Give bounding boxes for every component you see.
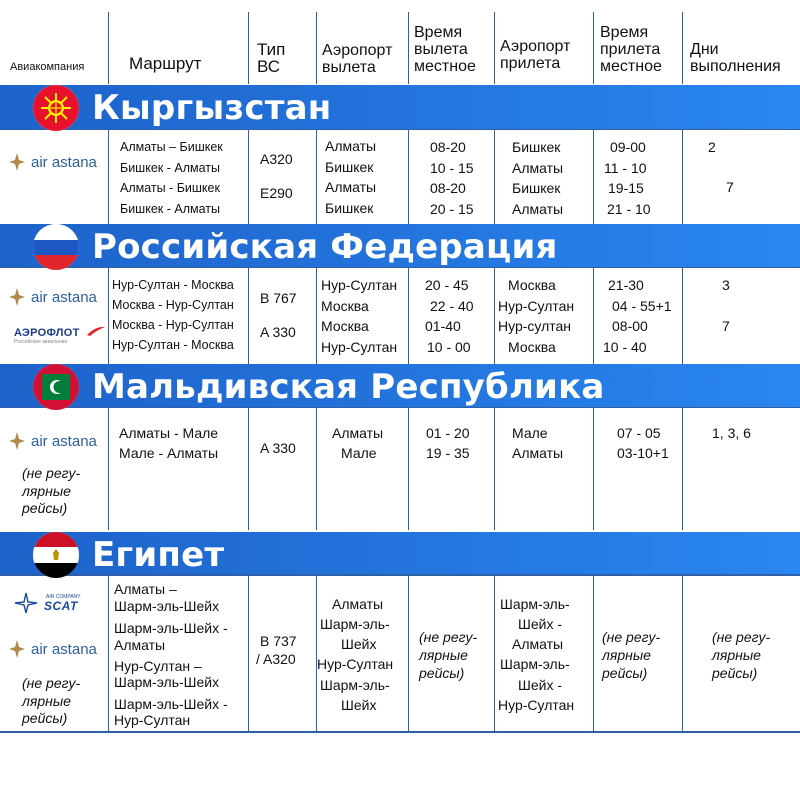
arr-time-cell: 10 - 40 xyxy=(603,339,647,355)
route-cell: Шарм-эль-Шейх xyxy=(114,598,220,614)
route-cell: Москва - Нур-Султан xyxy=(112,298,234,312)
dep-time-cell: 20 - 15 xyxy=(430,201,474,217)
aeroflot-wing-icon xyxy=(86,325,106,337)
dep-airport-cell: Нур-Султан xyxy=(317,656,394,672)
col-divider xyxy=(593,576,594,732)
col-divider xyxy=(682,12,683,84)
route-cell: Алматы - Бишкек xyxy=(120,181,220,195)
arr-time-cell: 03-10+1 xyxy=(617,445,669,461)
dep-airport-cell: Москва xyxy=(321,298,369,314)
kyrgyzstan-flag-icon xyxy=(33,85,79,131)
scat-subtitle: AIR COMPANY xyxy=(46,594,81,600)
col-divider xyxy=(248,268,249,364)
arr-airport-cell: Алматы xyxy=(512,160,564,176)
arr-airport-cell: Шарм-эль- xyxy=(500,656,570,672)
dep-time-cell: 08-20 xyxy=(430,139,466,155)
col-divider xyxy=(593,408,594,530)
col-divider xyxy=(494,576,495,732)
scat-logo xyxy=(14,592,104,616)
col-divider xyxy=(593,268,594,364)
aircraft-cell: A 330 xyxy=(260,440,296,456)
col-divider xyxy=(494,12,495,84)
header-airline: Авиакомпания xyxy=(10,61,85,73)
header-dep-airport-line2: вылета xyxy=(322,59,376,76)
dep-airport-cell: Мале xyxy=(341,445,377,461)
dep-time-cell: 20 - 45 xyxy=(425,277,469,293)
route-cell: Нур-Султан – xyxy=(114,658,202,674)
col-divider xyxy=(494,130,495,224)
col-divider xyxy=(316,408,317,530)
col-divider xyxy=(108,12,109,84)
col-divider xyxy=(682,268,683,364)
route-cell: Алматы – xyxy=(114,581,177,597)
arr-time-cell: 19-15 xyxy=(608,180,644,196)
arr-time-cell: 09-00 xyxy=(610,139,646,155)
air-astana-logo xyxy=(8,151,97,173)
dep-airport-cell: Москва xyxy=(321,318,369,334)
air-astana-emblem-icon xyxy=(8,287,26,307)
irregular-note-arr-time: лярные xyxy=(602,647,651,663)
dep-time-cell: 19 - 35 xyxy=(426,445,470,461)
aircraft-cell: B 737 xyxy=(260,633,297,649)
irregular-note-dep-time: лярные xyxy=(419,647,468,663)
arr-airport-cell: Алматы xyxy=(512,445,564,461)
header-aircraft-line1: Тип xyxy=(257,40,286,59)
col-divider xyxy=(682,576,683,732)
arr-time-cell: 21-30 xyxy=(608,277,644,293)
arr-airport-cell: Нур-Султан xyxy=(498,697,575,713)
irregular-note-arr-time: (не регу- xyxy=(602,629,661,645)
route-cell: Алматы – Бишкек xyxy=(120,140,223,154)
scat-wordmark: SCAT xyxy=(44,599,78,613)
col-divider xyxy=(108,576,109,732)
arr-time-cell: 21 - 10 xyxy=(607,201,651,217)
col-divider xyxy=(408,408,409,530)
irregular-note-days: (не регу- xyxy=(712,629,771,645)
col-divider xyxy=(248,408,249,530)
col-divider xyxy=(408,268,409,364)
header-dep-airport-line1: Аэропорт xyxy=(322,42,393,59)
days-cell: 7 xyxy=(722,318,730,334)
dep-airport-cell: Бишкек xyxy=(325,200,374,216)
arr-airport-cell: Шарм-эль- xyxy=(500,596,570,612)
scat-emblem-icon xyxy=(14,592,38,614)
irregular-note: рейсы) xyxy=(22,710,68,726)
col-divider xyxy=(408,130,409,224)
aircraft-cell: A 330 xyxy=(260,324,296,340)
air-astana-emblem-icon xyxy=(8,431,26,451)
section-title-russia: Российская Федерация xyxy=(92,227,558,267)
air-astana-logo xyxy=(8,638,97,660)
section-title-egypt: Египет xyxy=(92,535,225,575)
airline-name: air astana xyxy=(31,432,97,450)
aeroflot-wordmark: АЭРОФЛОТ xyxy=(14,327,80,339)
col-divider xyxy=(494,408,495,530)
irregular-note: лярные xyxy=(22,483,71,499)
russia-flag-icon xyxy=(33,224,79,270)
dep-airport-cell: Шейх xyxy=(341,697,377,713)
dep-airport-cell: Нур-Султан xyxy=(321,277,398,293)
section-band-egypt xyxy=(0,532,800,574)
air-astana-logo xyxy=(8,286,97,308)
dep-time-cell: 01 - 20 xyxy=(426,425,470,441)
aircraft-cell: / A320 xyxy=(256,651,296,667)
header-dep-time-line3: местное xyxy=(414,58,476,75)
dep-airport-cell: Шарм-эль- xyxy=(320,616,390,632)
section-title-kyrgyzstan: Кыргызстан xyxy=(92,88,332,128)
route-cell: Шарм-эль-Шейх - xyxy=(114,696,228,712)
egypt-flag-icon xyxy=(33,532,79,578)
col-divider xyxy=(682,130,683,224)
arr-airport-cell: Мале xyxy=(512,425,548,441)
header-days-line2: выполнения xyxy=(690,58,781,75)
col-divider xyxy=(248,576,249,732)
header-arr-airport-line1: Аэропорт xyxy=(500,38,571,55)
arr-airport-cell: Москва xyxy=(508,339,556,355)
col-divider xyxy=(316,12,317,84)
airline-name: air astana xyxy=(31,153,97,171)
route-cell: Алматы - Мале xyxy=(119,425,219,441)
dep-airport-cell: Алматы xyxy=(325,138,377,154)
aeroflot-subtitle: Российские авиалинии xyxy=(14,339,68,345)
arr-airport-cell: Москва xyxy=(508,277,556,293)
col-divider xyxy=(494,268,495,364)
section-band-russia xyxy=(0,224,800,267)
irregular-note-days: лярные xyxy=(712,647,761,663)
maldives-flag-icon xyxy=(33,364,79,410)
dep-time-cell: 08-20 xyxy=(430,180,466,196)
irregular-note: (не регу- xyxy=(22,675,81,691)
days-cell: 3 xyxy=(722,277,730,293)
route-cell: Москва - Нур-Султан xyxy=(112,318,234,332)
header-arr-time-line1: Время xyxy=(600,24,649,41)
arr-time-cell: 08-00 xyxy=(612,318,648,334)
arr-airport-cell: Нур-султан xyxy=(498,318,572,334)
col-divider xyxy=(108,268,109,364)
route-cell: Шарм-эль-Шейх - xyxy=(114,620,228,636)
air-astana-emblem-icon xyxy=(8,639,26,659)
aircraft-cell: E290 xyxy=(260,185,293,201)
days-cell: 7 xyxy=(726,179,734,195)
section-band-kyrgyzstan xyxy=(0,85,800,129)
header-route: Маршрут xyxy=(129,54,202,73)
dep-time-cell: 01-40 xyxy=(425,318,461,334)
col-divider xyxy=(593,130,594,224)
col-divider xyxy=(108,408,109,530)
col-divider xyxy=(108,130,109,224)
dep-airport-cell: Нур-Султан xyxy=(321,339,398,355)
arr-airport-cell: Бишкек xyxy=(512,180,561,196)
arr-airport-cell: Шейх - xyxy=(518,616,562,632)
arr-airport-cell: Нур-Султан xyxy=(498,298,575,314)
dep-time-cell: 22 - 40 xyxy=(430,298,474,314)
air-astana-logo xyxy=(8,430,97,452)
route-cell: Мале - Алматы xyxy=(119,445,219,461)
arr-airport-cell: Шейх - xyxy=(518,677,562,693)
dep-airport-cell: Алматы xyxy=(332,596,384,612)
arr-time-cell: 04 - 55+1 xyxy=(612,298,672,314)
section-title-maldives: Мальдивская Республика xyxy=(92,367,605,407)
airline-name: air astana xyxy=(31,288,97,306)
irregular-note: лярные xyxy=(22,693,71,709)
irregular-note: рейсы) xyxy=(22,500,68,516)
col-divider xyxy=(248,130,249,224)
aircraft-cell: B 767 xyxy=(260,290,297,306)
irregular-note-dep-time: рейсы) xyxy=(419,665,465,681)
table-bottom-border xyxy=(0,731,800,733)
route-cell: Нур-Султан - Москва xyxy=(112,338,234,352)
air-astana-emblem-icon xyxy=(8,152,26,172)
dep-airport-cell: Шейх xyxy=(341,636,377,652)
header-arr-time-line3: местное xyxy=(600,58,662,75)
route-cell: Шарм-эль-Шейх xyxy=(114,674,220,690)
days-cell: 1, 3, 6 xyxy=(712,425,751,441)
arr-airport-cell: Алматы xyxy=(512,201,564,217)
col-divider xyxy=(248,12,249,84)
irregular-note-arr-time: рейсы) xyxy=(602,665,648,681)
header-arr-time-line2: прилета xyxy=(600,41,661,58)
route-cell: Бишкек - Алматы xyxy=(120,202,220,216)
col-divider xyxy=(682,408,683,530)
arr-airport-cell: Бишкек xyxy=(512,139,561,155)
route-cell: Нур-Султан - Москва xyxy=(112,278,234,292)
header-days-line1: Дни xyxy=(690,41,719,58)
col-divider xyxy=(408,12,409,84)
arr-time-cell: 07 - 05 xyxy=(617,425,661,441)
dep-airport-cell: Шарм-эль- xyxy=(320,677,390,693)
section-band-maldives xyxy=(0,364,800,407)
col-divider xyxy=(593,12,594,84)
aeroflot-logo xyxy=(14,327,100,347)
header-dep-time-line2: вылета xyxy=(414,41,468,58)
irregular-note-dep-time: (не регу- xyxy=(419,629,478,645)
dep-airport-cell: Алматы xyxy=(332,425,384,441)
aircraft-cell: A320 xyxy=(260,151,293,167)
irregular-note: (не регу- xyxy=(22,465,81,481)
route-cell: Бишкек - Алматы xyxy=(120,161,220,175)
days-cell: 2 xyxy=(708,139,716,155)
dep-time-cell: 10 - 15 xyxy=(430,160,474,176)
header-arr-airport-line2: прилета xyxy=(500,55,561,72)
dep-airport-cell: Алматы xyxy=(325,179,377,195)
col-divider xyxy=(316,130,317,224)
col-divider xyxy=(316,268,317,364)
col-divider xyxy=(408,576,409,732)
arr-airport-cell: Алматы xyxy=(512,636,564,652)
dep-time-cell: 10 - 00 xyxy=(427,339,471,355)
header-aircraft-line2: ВС xyxy=(257,57,281,76)
route-cell: Алматы xyxy=(114,637,166,653)
arr-time-cell: 11 - 10 xyxy=(604,160,647,176)
dep-airport-cell: Бишкек xyxy=(325,159,374,175)
header-dep-time-line1: Время xyxy=(414,24,463,41)
airline-name: air astana xyxy=(31,640,97,658)
irregular-note-days: рейсы) xyxy=(712,665,758,681)
route-cell: Нур-Султан xyxy=(114,712,191,728)
